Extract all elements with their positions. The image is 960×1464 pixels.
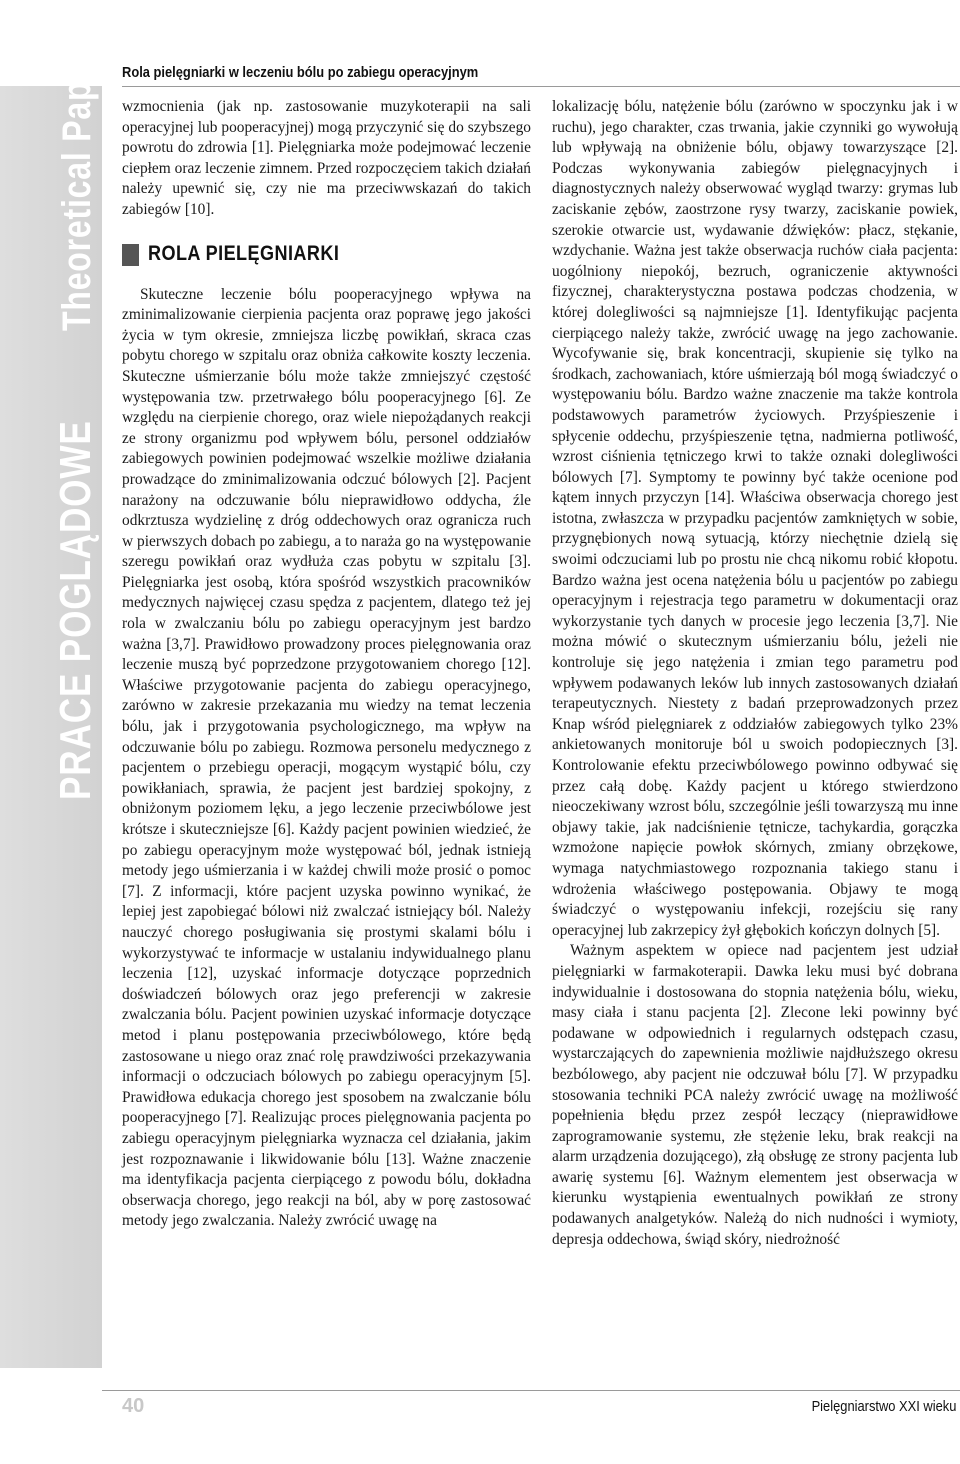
sidebar-label-sub: Theoretical Papers — [55, 30, 99, 332]
left-column — [122, 97, 531, 1232]
heading-marker — [122, 244, 139, 266]
sidebar-label-main: PRACE POGLĄDOWE — [51, 420, 100, 800]
body-paragraph: Ważnym aspektem w opiece nad pacjentem jest udział pielęgniarki w farmakoterapii. Dawka leku musi być dobrana indywidualnie i dostosowana do stopnia natężenia bólu, wieku, masy ciała i stanu pacjenta [2]. Zlecone leki powinny być podawane w odpowiednich i regularnych odstępach czasu, wystarczających do zapewnienia możliwie najdłuższego okresu bezbólowego, aby pacjent nie odczuwał bólu [7]. W przypadku stosowania techniki PCA należy zwrócić uwagę na możliwość popełnienia błędu przez zespół leczący (nieprawidłowe zaprogramowanie systemu, złe stężenie leku, brak reakcji na alarm urządzenia dozującego), złą obsługę ze strony pacjenta lub awarię systemu [6]. Ważnym elementem jest obserwacja w kierunku wystąpienia ewentualnych powikłań ze strony podawanych analgetyków. Należą do nich nudności i wymioty, depresja oddechowa, świąd skóry, niedrożność — [552, 942, 958, 1248]
sidebar-label — [51, 0, 101, 800]
header-divider — [122, 86, 960, 87]
running-title: Rola pielęgniarki w leczeniu bólu po zabiegu operacyjnym — [122, 64, 479, 81]
intro-paragraph: wzmocnienia (jak np. zastosowanie muzykoterapii na sali operacyjnej lub pooperacyjnej) mogą przyczynić się do szybszego powrotu do zdrowia [1]. Pielęgniarka może podejmować leczenie ciepłem oraz leczenie zimnem. Przed rozpoczęciem takich działań należy upewnić się, czy nie ma przeciwwskazań do takich zabiegów [10]. — [122, 98, 531, 218]
footer-divider — [102, 1390, 960, 1391]
body-paragraph: Skuteczne leczenie bólu pooperacyjnego wpływa na zminimalizowanie cierpienia pacjenta oraz poprawę jego jakości życia w tym okresie, zmniejsza liczbę powikłań, skraca czas pobytu chorego w szpitalu oraz obniża całkowite koszty leczenia. Skuteczne uśmierzanie bólu może także zmniejszyć częstość występowania tzw. przetrwałego bólu pooperacyjnego [6]. Ze względu na cierpienie chorego, oraz wiele niepożądanych reakcji ze strony organizmu pod wpływem bólu, personel oddziałów zabiegowych powinien podejmować wszelkie możliwe działania prowadzące do zminimalizowania odczuć bólowych [2]. Pacjent narażony na odczuwanie bólu nieprawidłowo oddycha, źle odkrztusza wydzielinę z dróg oddechowych oraz ogranicza ruch w pierwszych dobach po zabiegu, a to naraża go na występowanie szeregu powikłań oraz wydłuża czas pobytu w szpitalu [3]. Pielęgniarka jest osobą, która spośród wszystkich pracowników medycznych najwięcej czasu spędza z pacjentem, dlatego też jej rola w zwalczaniu bólu po zabiegu operacyjnym jest bardzo ważna [3,7]. Prawidłowo prowadzony proces pielęgnowania oraz leczenie muszą być poprzedzone przygotowaniem chorego [12]. Właściwe przygotowanie pacjenta do zabiegu operacyjnego, zarówno w zakresie przekazania mu wiedzy na temat leczenia bólu, jak i przygotowania psychologicznego, ma wpływ na odczuwanie bólu po zabiegu. Rozmowa personelu medycznego z pacjentem o przebiegu operacji, mogącym wystąpić bólu, czy powikłaniach, sprawia, że pacjent jest bardziej spokojny, z obniżonym poziomem lęku, a jego leczenie przeciwbólowe jest krótsze i skuteczniejsze [6]. Każdy pacjent powinien wiedzieć, że po zabiegu operacyjnym może występować ból, jednak istnieją metody jego uśmierzania i w każdej chwili może prosić o pomoc [7]. Z informacji, które pacjent uzyska powinno wynikać, że lepiej jest zapobiegać bólowi niż zwalczać istniejący ból. Należy nauczyć chorego posługiwania się prostymi skalami bólu i wykorzystywać te informacje w ustalaniu indywidualnego planu leczenia [12], uzyskać informacje dotyczące poprzednich doświadczeń bólowych oraz jego preferencji w zakresie zwalczania bólu. Pacjent powinien uzyskać informacje dotyczące metod i planu postępowania przeciwbólowego, które będą zastosowane u niego oraz znać rolę prawdziwości przekazywania informacji o odczuciach bólowych po zabiegu operacyjnym [5]. Prawidłowa edukacja chorego jest sposobem na zwalczanie bólu pooperacyjnego [7]. Realizując proces pielęgnowania pacjenta po zabiegu operacyjnym pielęgniarka wyznacza cel działania, jakim jest rozpoznawanie i likwidowanie bólu [13]. Ważne znaczenie ma identyfikacja pacjenta cierpiącego z powodu bólu, dokładna obserwacja chorego, jego reakcji na ból, aby w porę zastosować metody jego zwalczania. Należy zwrócić uwagę na — [122, 285, 531, 1230]
page-number: 40 — [122, 1395, 145, 1417]
section-heading-text: ROLA PIELĘGNIARKI — [148, 242, 340, 266]
journal-name: Pielęgniarstwo XXI wieku — [811, 1398, 956, 1415]
section-heading — [122, 243, 531, 267]
right-column — [552, 97, 958, 1250]
body-paragraph: lokalizację bólu, natężenie bólu (zarówno w spoczynku jak i w ruchu), jego charakter, czas trwania, jakie czynniki go wywołują lub wpływają na obniżenie bólu, objawy towarzyszące [2]. Podczas wykonywania zabiegów pielęgnacyjnych i diagnostycznych należy obserwować wygląd twarzy: grymas lub zaciskanie zębów, zaostrzone rysy twarzy, zaciskanie powiek, szerokie otwarcie ust, wydawanie dźwięków: płacz, stękanie, wzdychanie. Ważna jest także obserwacja ruchów ciała pacjenta: uogólniony niepokój, bezruch, ograniczenie aktywności fizycznej, charakterystyczna postawa podczas chodzenia, w której dolegliwości są najmniejsze [1]. Identyfikując pacjenta cierpiącego należy także, zwrócić uwagę na jego zachowanie. Wycofywanie się, brak koncentracji, skupienie się tylko na środkach, zachowaniach, które uśmierzają ból mogą świadczyć o występowaniu bólu. Bardzo ważne znaczenie ma także kontrola podstawowych parametrów życiowych. Przyśpieszenie i spłycenie oddechu, przyśpieszenie tętna, nadmierna potliwość, wzrost ciśnienia tętniczego krwi to także oznaki dolegliwości bólowych [7]. Symptomy te powinny być także ocenione pod kątem innych przyczyn [14]. Właściwa obserwacja chorego jest istotna, zwłaszcza w przypadku pacjentów zamkniętych w sobie, przygnębionych nową sytuacją, którzy niechętnie dzielą się swoimi odczuciami lub po prostu nie chcą nikomu robić kłopotu. Bardzo ważna jest ocena natężenia bólu u pacjentów po zabiegu operacyjnym i rejestracja tego parametru w dokumentacji oraz wykorzystanie tych danych w procesie jego leczenia [3,7]. Nie można mówić o skutecznym uśmierzaniu bólu, jeżeli nie kontroluje się jego natężenia i zmian tego parametru pod wpływem podawanych leków lub innych zastosowanych działań terapeutycznych. Niestety z badań przeprowadzonych przez Knap wśród pielęgniarek z oddziałów zabiegowych tylko 23% ankietowanych monitoruje ból u swoich podopiecznych [3]. Kontrolowanie efektu przeciwbólowego powinno odbywać się przez całą dobę. Każdy pacjent u którego stwierdzono nieoczekiwany wzrost bólu, szczególnie jeśli towarzyszą mu inne objawy takie, jak nadciśnienie tętnicze, tachykardia, gorączka wzmożone napięcie powłok skórnych, zmiany obrzękowe, wymaga natychmiastowego rozpoznania takiego stanu i wdrożenia właściwego postępowania. Objawy te mogą świadczyć o występowaniu infekcji, rozejściu się rany operacyjnej lub zakrzepicy żył głębokich kończyn dolnych [5]. — [552, 98, 958, 939]
